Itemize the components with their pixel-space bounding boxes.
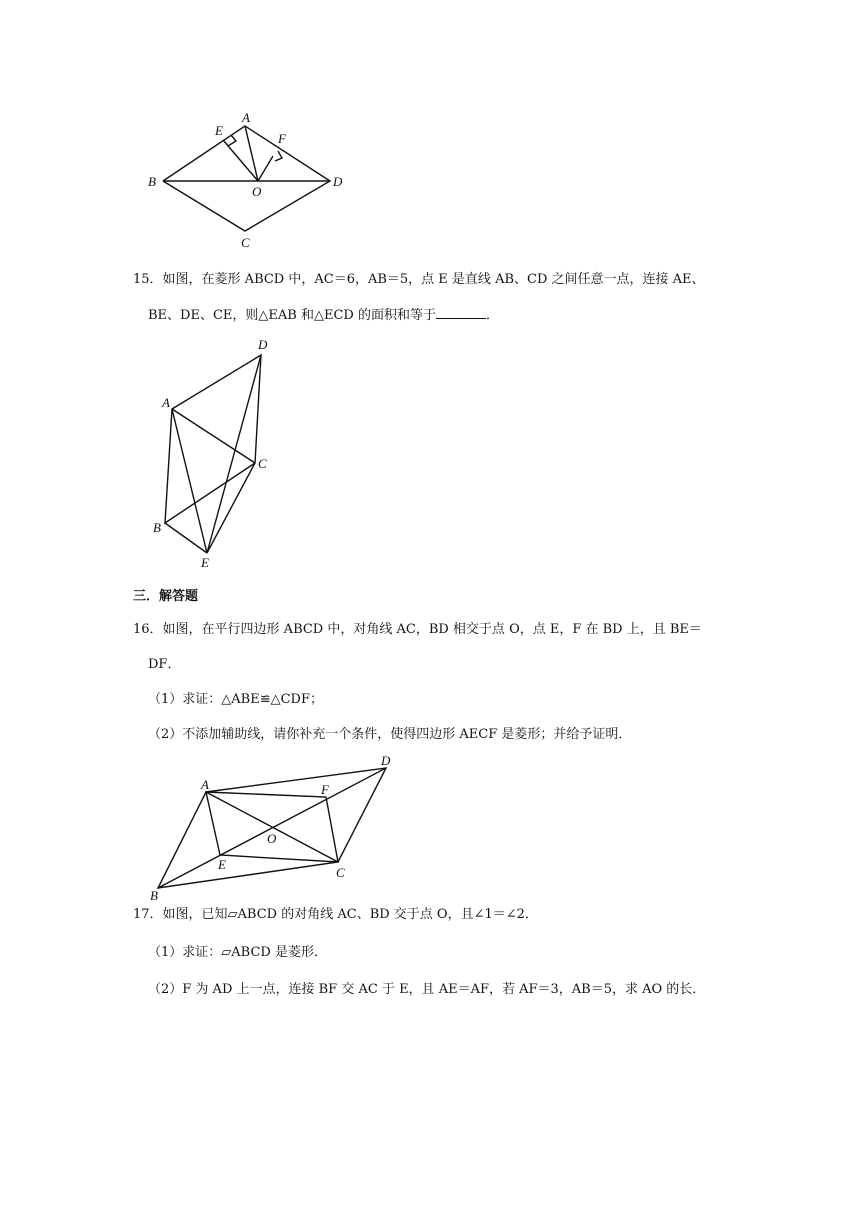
label-c: C <box>258 456 267 471</box>
section-heading: 三．解答题 <box>133 589 199 604</box>
label-b: B <box>153 520 161 535</box>
label-f: F <box>278 131 286 146</box>
label-o: O <box>252 184 262 199</box>
label-b: B <box>148 174 156 189</box>
figure-q14 <box>140 105 370 255</box>
label-e: E <box>215 123 223 138</box>
rhombus-outline <box>163 126 330 231</box>
label-e: E <box>201 555 209 570</box>
label-b: B <box>150 888 158 903</box>
label-e: E <box>218 857 226 872</box>
q16-line2: DF． <box>148 657 181 672</box>
diagonal-ac <box>172 409 255 463</box>
figure-q15-svg <box>145 335 285 575</box>
figure-q16 <box>148 752 398 902</box>
right-angle-f <box>275 151 282 161</box>
q17-part2: （2）F 为 AD 上一点，连接 BF 交 AC 于 E，且 AE＝AF，若 AF＝3，AB＝5，求 AO 的长． <box>148 982 706 997</box>
label-f: F <box>321 782 329 797</box>
figure-q14-svg <box>140 105 370 255</box>
q15-line1: 15．如图，在菱形 ABCD 中，AC＝6，AB＝5，点 E 是直线 AB、CD 之间任意一点，连接 AE、 <box>133 272 705 287</box>
label-d: D <box>333 174 343 189</box>
q16-part2: （2）不添加辅助线，请你补充一个条件，使得四边形 AECF 是菱形；并给予证明． <box>148 727 632 742</box>
label-a: A <box>201 777 209 792</box>
label-c: C <box>336 865 345 880</box>
diagonal-ac <box>206 792 338 862</box>
label-o: O <box>267 831 277 846</box>
diagonal-bd <box>158 768 386 888</box>
label-a: A <box>162 395 170 410</box>
label-d: D <box>258 337 268 352</box>
label-c: C <box>241 235 250 250</box>
q15-line2-text: BE、DE、CE，则△EAB 和△ECD 的面积和等于 <box>148 308 436 323</box>
q15-line2 <box>0 304 860 326</box>
figure-q15 <box>145 335 285 575</box>
label-a: A <box>242 110 250 125</box>
q16-line1: 16．如图，在平行四边形 ABCD 中，对角线 AC，BD 相交于点 O，点 E，F 在 BD 上，且 BE＝ <box>133 622 702 637</box>
figure-q16-svg <box>148 752 398 902</box>
q16-part1: （1）求证：△ABE≌△CDF； <box>148 692 323 707</box>
label-d: D <box>381 753 391 768</box>
answer-blank <box>436 304 486 319</box>
q17-line1: 17．如图，已知▱ABCD 的对角线 AC、BD 交于点 O，且∠1＝∠2． <box>133 907 538 922</box>
q17-part1: （1）求证：▱ABCD 是菱形． <box>148 945 327 960</box>
q15-line2-end: ． <box>485 308 499 323</box>
segment-ce <box>207 463 255 553</box>
perp-of <box>258 156 273 181</box>
segment-de <box>207 355 261 553</box>
